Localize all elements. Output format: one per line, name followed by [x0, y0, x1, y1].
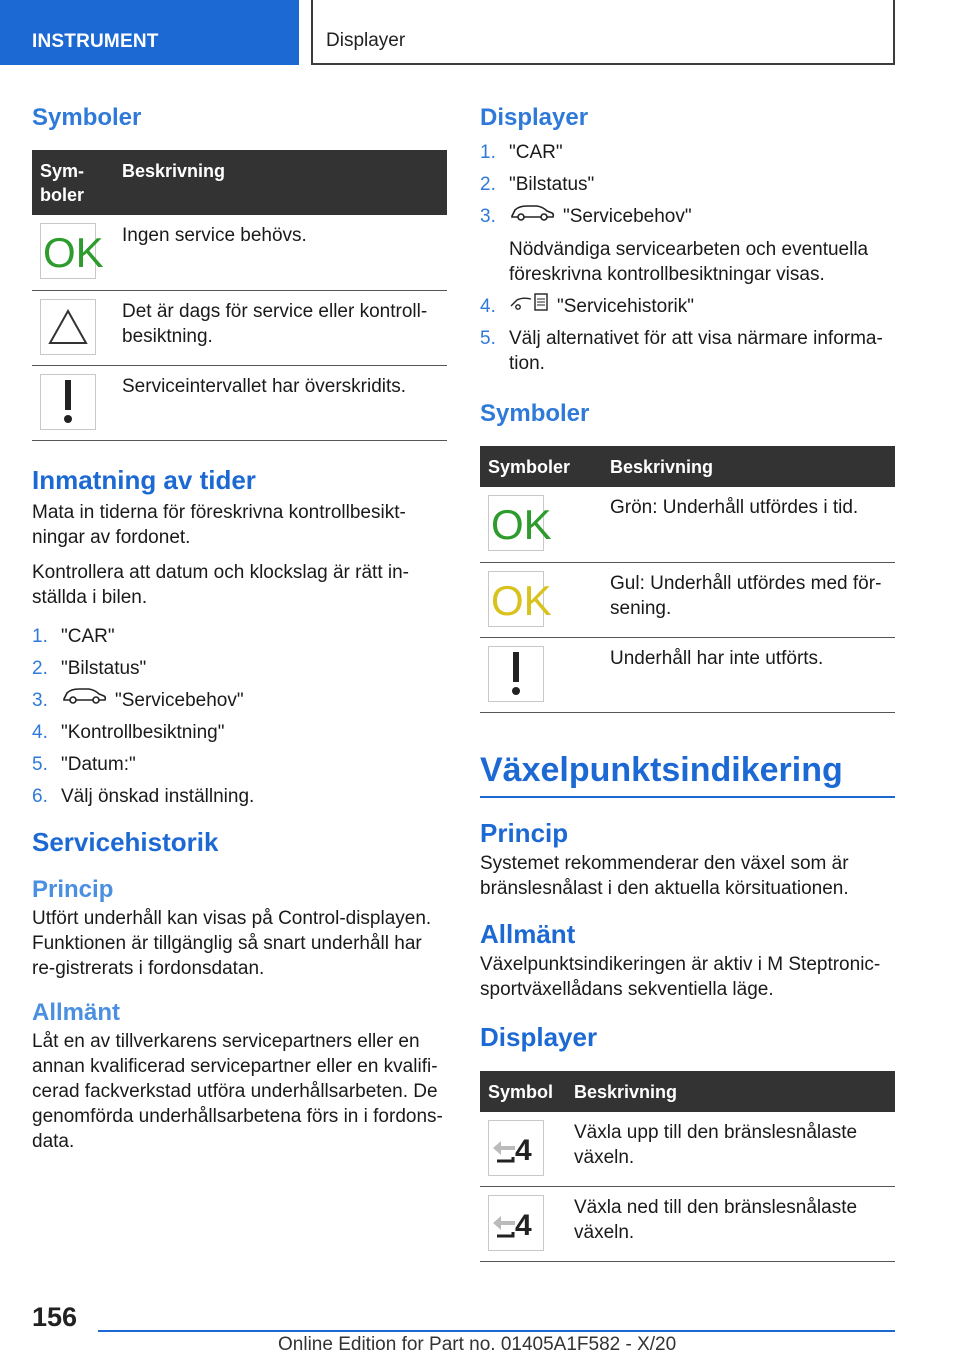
svg-text:OK: OK [43, 229, 104, 276]
exclamation-icon [488, 646, 544, 702]
step-note: Nödvändiga servicearbeten och eventuella föreskrivna kontrollbesiktningar visas. [509, 239, 869, 285]
list-item: 3. "Servicebehov" Nödvändiga servicearbeten och eventuella föreskrivna kontrollbesiktningar visas. [480, 204, 895, 287]
table-row [480, 562, 895, 637]
list-item: 5. Välj alternativet för att visa närmare informa-tion. [480, 328, 883, 374]
table-cell-text: Serviceintervallet har överskridits. [114, 365, 447, 440]
list-item: 3. "Servicebehov" [32, 688, 447, 713]
symbol-table-history [480, 446, 895, 713]
princip-heading: Princip [32, 875, 114, 903]
page-title: Displayer [326, 30, 406, 51]
page-number: 156 [32, 1302, 78, 1332]
ok-yellow-icon [488, 571, 552, 627]
table-cell-text: Gul: Underhåll utfördes med för-sening. [602, 562, 895, 637]
table-row [480, 1112, 895, 1187]
list-item: 2. "Bilstatus" [480, 174, 595, 195]
left-column [32, 100, 447, 1154]
inmatning-paragraph-2: Kontrollera att datum och klockslag är rätt in-ställda i bilen. [32, 561, 410, 608]
exclamation-icon [40, 374, 96, 430]
warning-triangle-icon [40, 299, 96, 355]
car-icon [509, 202, 555, 229]
table-row [480, 487, 895, 562]
svg-text:OK: OK [491, 501, 552, 548]
displayer-steps [480, 140, 895, 376]
svg-text:4: 4 [515, 1209, 532, 1242]
allmant-heading-right: Allmänt [480, 918, 576, 949]
inmatning-steps [32, 624, 447, 809]
table-header-description: Beskrivning [566, 1071, 895, 1112]
table-cell-text: Ingen service behövs. [114, 215, 447, 290]
servicehistorik-heading: Servicehistorik [32, 826, 219, 857]
table-header-symbol: Sym- boler [32, 150, 114, 215]
table-cell-text: Underhåll har inte utförts. [602, 637, 895, 712]
car-icon [61, 685, 107, 712]
table-row [32, 215, 447, 290]
symboler-heading: Symboler [32, 104, 142, 131]
list-item: 2. "Bilstatus" [32, 657, 147, 679]
service-history-icon [509, 292, 549, 319]
displayer-heading-2: Displayer [480, 1021, 598, 1052]
allmant-heading: Allmänt [32, 998, 121, 1026]
section-label: INSTRUMENT [32, 31, 159, 52]
displayer-heading: Displayer [480, 104, 589, 131]
table-row [480, 1187, 895, 1262]
princip-paragraph: Utfört underhåll kan visas på Control-displayen. Funktionen är tillgänglig så snart underhåll har re-gistrerats i fordonsdatan. [32, 907, 432, 979]
inmatning-paragraph-1: Mata in tiderna för föreskrivna kontrollbesikt-ningar av fordonet. [32, 501, 406, 548]
symboler-heading-right: Symboler [480, 400, 590, 427]
ok-green-icon [488, 495, 552, 551]
footer-divider [98, 1330, 895, 1332]
list-item: 4. "Servicehistorik" [480, 294, 895, 319]
ok-green-icon [40, 223, 104, 279]
right-column [480, 100, 895, 1262]
inmatning-heading: Inmatning av tider [32, 464, 256, 495]
table-cell-text: Växla upp till den bränslesnålaste växeln. [566, 1112, 895, 1187]
table-cell-text: Grön: Underhåll utfördes i tid. [602, 487, 895, 562]
page-title-tab [311, 0, 895, 65]
table-header-symbol: Symbol [480, 1071, 566, 1112]
table-row [32, 365, 447, 440]
symbol-table-gear [480, 1071, 895, 1263]
allmant-paragraph-right: Växelpunktsindikeringen är aktiv i M Steptronic-sportväxellådans sekventiella läge. [480, 953, 881, 1000]
table-header-symbol: Symboler [480, 446, 602, 487]
section-tab [0, 0, 299, 65]
list-item: 6. Välj önskad inställning. [32, 785, 255, 807]
table-row [480, 637, 895, 712]
list-item: 1. "CAR" [480, 142, 563, 163]
princip-paragraph-right: Systemet rekommenderar den växel som är bränslesnålast i den aktuella körsituationen. [480, 852, 849, 899]
table-cell-text: Växla ned till den bränslesnålaste växeln. [566, 1187, 895, 1262]
table-header-description: Beskrivning [114, 150, 447, 215]
table-header-description: Beskrivning [602, 446, 895, 487]
list-item: 4. "Kontrollbesiktning" [32, 721, 225, 743]
symbol-table-service [32, 150, 447, 441]
list-item: 5. "Datum:" [32, 753, 136, 775]
allmant-paragraph: Låt en av tillverkarens servicepartners eller en annan kvalificerad servicepartner eller en kvalifi-cerad fackverkstad utföra underhållsarbeten. De genomförda underhållsarbetena förs in i fordons-data. [32, 1030, 443, 1152]
princip-heading-right: Princip [480, 817, 569, 848]
table-row [32, 290, 447, 365]
footer-edition: Online Edition for Part no. 01405A1F582 - X/20 [278, 1334, 677, 1355]
list-item: 1. "CAR" [32, 625, 115, 647]
svg-text:OK: OK [491, 576, 552, 624]
shift-up-icon [488, 1120, 544, 1176]
svg-text:4: 4 [515, 1133, 532, 1167]
vaxelpunkt-heading: Växelpunktsindikering [480, 751, 895, 798]
table-cell-text: Det är dags för service eller kontroll-besiktning. [114, 290, 447, 365]
shift-down-icon [488, 1195, 544, 1251]
